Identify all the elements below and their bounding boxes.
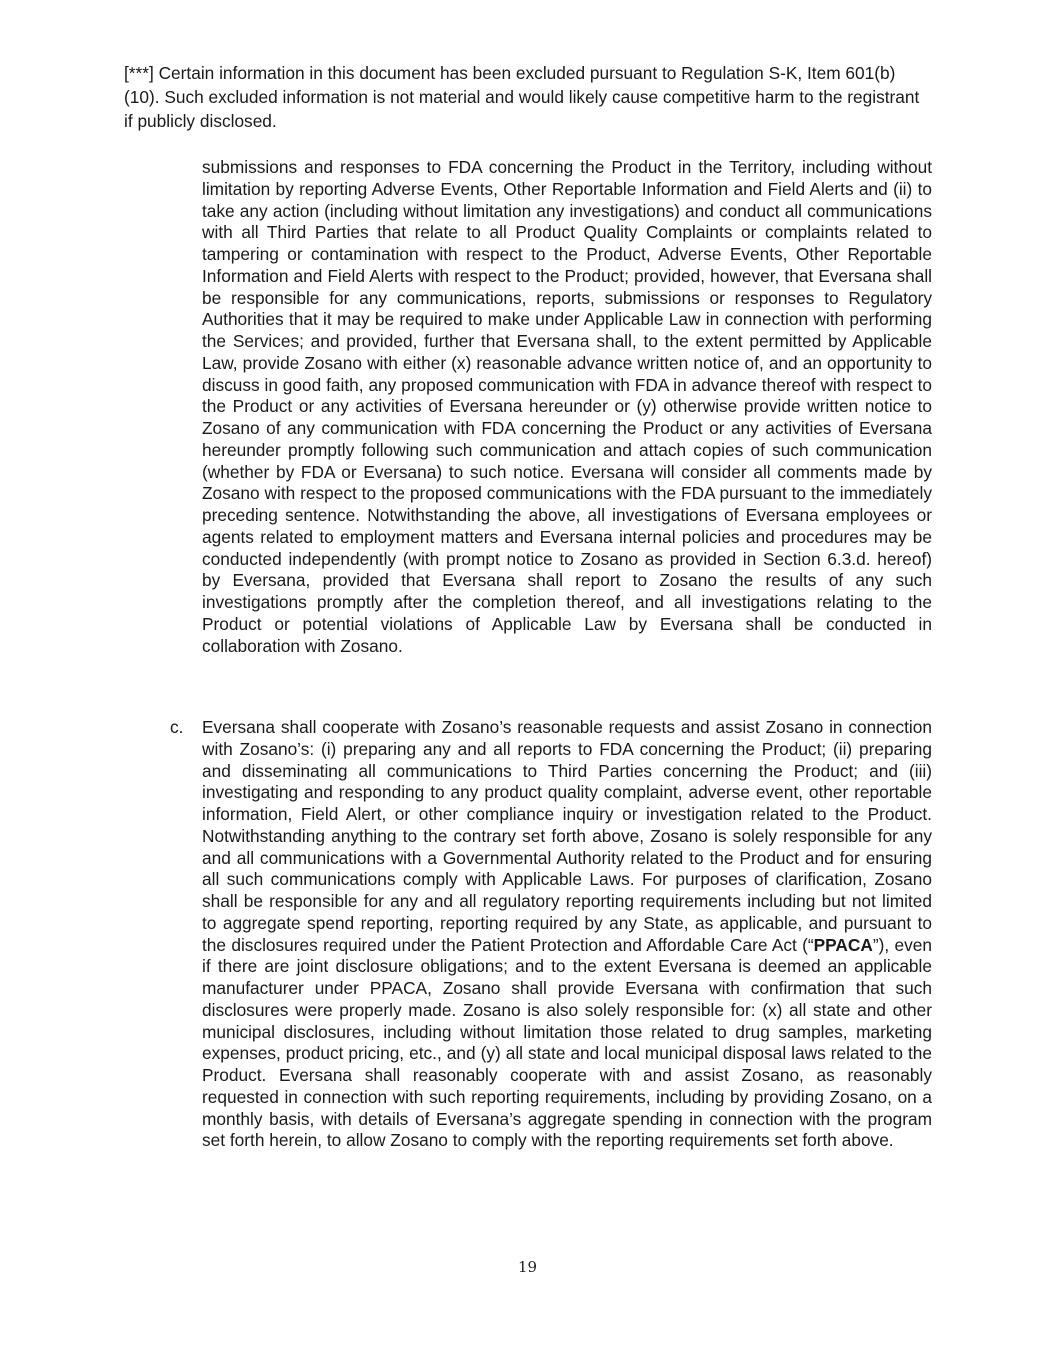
item-c-text-after-term: ”), even if there are joint disclosure obligations; and to the extent Eversana is deemed an applicable manufacturer under PPACA, Zosano shall provide Eversana with confirmation that such disclosures were properly made. Zosano is also solely responsible for: (x) all state and other municipal disclosures, including without limitation those related to drug samples, marketing expenses, product pricing, etc., and (y) all state and local municipal disposal laws related to the Product. Eversana shall reasonably cooperate with and assist Zosano, as reasonably requested in connection with such reporting requirements, including by providing Zosano, on a monthly basis, with details of Eversana’s aggregate spending in connection with the program set forth herein, to allow Zosano to comply with the reporting requirements set forth above. xyxy=(202,934,932,1151)
item-c-text-before-term: Eversana shall cooperate with Zosano’s reasonable requests and assist Zosano in connection with Zosano’s: (i) preparing any and all reports to FDA concerning the Product; (ii) preparing and disseminating all communications to Third Parties concerning the Product; and (iii) investigating and responding to any product quality complaint, adverse event, other reportable information, Field Alert, or other compliance inquiry or investigation related to the Product. Notwithstanding anything to the contrary set forth above, Zosano is solely responsible for any and all communications with a Governmental Authority related to the Product and for ensuring all such communications comply with Applicable Laws. For purposes of clarification, Zosano shall be responsible for any and all regulatory reporting requirements including but not limited to aggregate spend reporting, reporting required by any State, as applicable, and pursuant to the disclosures required under the Patient Protection and Affordable Care Act (“ xyxy=(202,717,932,955)
page-number: 19 xyxy=(517,1258,538,1276)
item-c-paragraph xyxy=(202,717,932,1152)
item-c-marker: c. xyxy=(170,717,184,737)
defined-term-ppaca: PPACA xyxy=(813,934,873,955)
redaction-notice: [***] Certain information in this document has been excluded pursuant to Regulation S-K, Item 601(b)(10). Such excluded information is not material and would likely cause competitive harm to the registrant if publicly disclosed. xyxy=(124,63,920,131)
continuation-paragraph: submissions and responses to FDA concerning the Product in the Territory, including without limitation by reporting Adverse Events, Other Reportable Information and Field Alerts and (ii) to take any action (including without limitation any investigations) and conduct all communications with all Third Parties that relate to all Product Quality Complaints or complaints related to tampering or contamination with respect to the Product, Adverse Events, Other Reportable Information and Field Alerts with respect to the Product; provided, however, that Eversana shall be responsible for any communications, reports, submissions or responses to Regulatory Authorities that it may be required to make under Applicable Law in connection with performing the Services; and provided, further that Eversana shall, to the extent permitted by Applicable Law, provide Zosano with either (x) reasonable advance written notice of, and an opportunity to discuss in good faith, any proposed communication with FDA in advance thereof with respect to the Product or any activities of Eversana hereunder or (y) otherwise provide written notice to Zosano of any communication with FDA concerning the Product or any activities of Eversana hereunder promptly following such communication and attach copies of such communication (whether by FDA or Eversana) to such notice. Eversana will consider all comments made by Zosano with respect to the proposed communications with the FDA pursuant to the immediately preceding sentence. Notwithstanding the above, all investigations of Eversana employees or agents related to employment matters and Eversana internal policies and procedures may be conducted independently (with prompt notice to Zosano as provided in Section 6.3.d. hereof) by Eversana, provided that Eversana shall report to Zosano the results of any such investigations promptly after the completion thereof, and all investigations relating to the Product or potential violations of Applicable Law by Eversana shall be conducted in collaboration with Zosano. xyxy=(202,157,932,656)
